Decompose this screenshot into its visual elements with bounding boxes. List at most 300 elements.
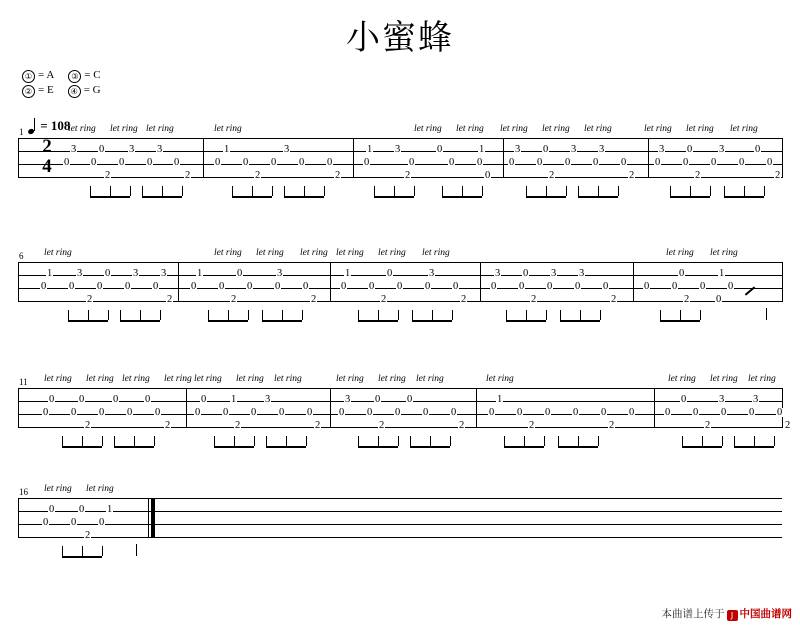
- fret-number: 0: [601, 407, 607, 418]
- barline: [480, 262, 481, 302]
- note-stem: [358, 310, 359, 320]
- fret-number: 0: [174, 157, 180, 168]
- fret-number: 2: [531, 294, 537, 305]
- fret-number: 0: [251, 407, 257, 418]
- note-stem: [248, 310, 249, 320]
- fret-number: 0: [687, 144, 693, 155]
- note-stem: [580, 310, 581, 320]
- note-stem: [304, 186, 305, 196]
- fret-number: 0: [644, 281, 650, 292]
- let-ring-label: let ring: [500, 124, 528, 134]
- note-stem: [114, 436, 115, 446]
- fret-number: 0: [64, 157, 70, 168]
- fret-number: 1: [47, 268, 53, 279]
- fret-number: 3: [284, 144, 290, 155]
- note-stem: [88, 310, 89, 320]
- fret-number: 2: [87, 294, 93, 305]
- barline: [18, 388, 19, 428]
- string-3-note: = C: [84, 69, 101, 81]
- fret-number: 0: [97, 281, 103, 292]
- beam: [558, 446, 598, 448]
- string-2-circle: ②: [22, 85, 35, 98]
- fret-number: 0: [105, 268, 111, 279]
- time-signature: [38, 137, 56, 179]
- beam: [374, 196, 414, 198]
- note-stem: [524, 436, 525, 446]
- let-ring-label: let ring: [584, 124, 612, 134]
- fret-number: 0: [655, 157, 661, 168]
- note-stem: [90, 186, 91, 196]
- note-stem: [252, 186, 253, 196]
- let-ring-label: let ring: [110, 124, 138, 134]
- fret-number: 0: [575, 281, 581, 292]
- measure-number: 1: [19, 127, 24, 137]
- fret-number: 0: [275, 281, 281, 292]
- measure-number: 16: [19, 487, 28, 497]
- fret-number: 0: [99, 517, 105, 528]
- note-stem: [394, 186, 395, 196]
- note-stem: [680, 310, 681, 320]
- fret-number: 0: [71, 407, 77, 418]
- beam: [734, 446, 774, 448]
- let-ring-label: let ring: [236, 374, 264, 384]
- note-stem: [414, 186, 415, 196]
- let-ring-label: let ring: [378, 248, 406, 258]
- note-stem: [744, 186, 745, 196]
- fret-number: 3: [571, 144, 577, 155]
- fret-number: 0: [223, 407, 229, 418]
- fret-number: 2: [167, 294, 173, 305]
- note-stem: [374, 186, 375, 196]
- note-stem: [618, 186, 619, 196]
- fret-number: 3: [599, 144, 605, 155]
- fret-number: 0: [665, 407, 671, 418]
- fret-number: 0: [237, 268, 243, 279]
- fret-number: 2: [255, 170, 261, 181]
- note-stem: [764, 186, 765, 196]
- beam: [262, 320, 302, 322]
- note-stem: [546, 310, 547, 320]
- barline: [503, 138, 504, 178]
- let-ring-label: let ring: [486, 374, 514, 384]
- fret-number: 3: [77, 268, 83, 279]
- beam: [442, 196, 482, 198]
- string-4-circle: ④: [68, 85, 81, 98]
- fret-number: 0: [453, 281, 459, 292]
- fret-number: 0: [307, 407, 313, 418]
- let-ring-label: let ring: [194, 374, 222, 384]
- footer-mark-icon: J: [727, 610, 738, 621]
- note-stem: [130, 186, 131, 196]
- fret-number: 2: [461, 294, 467, 305]
- note-stem: [774, 436, 775, 446]
- fret-number: 0: [299, 157, 305, 168]
- fret-number: 0: [565, 157, 571, 168]
- fret-number: 0: [728, 281, 734, 292]
- fret-number: 2: [85, 530, 91, 541]
- fret-number: 3: [71, 144, 77, 155]
- note-stem: [578, 186, 579, 196]
- tuning-row-2: [22, 83, 101, 98]
- fret-number: 0: [79, 504, 85, 515]
- fret-number: 2: [315, 420, 321, 431]
- barline: [648, 138, 649, 178]
- note-stem: [504, 436, 505, 446]
- beam: [114, 446, 154, 448]
- fret-number: 3: [515, 144, 521, 155]
- fret-number: 0: [700, 281, 706, 292]
- fret-number: 0: [395, 407, 401, 418]
- fret-number: 2: [549, 170, 555, 181]
- fret-number: 2: [684, 294, 690, 305]
- note-stem: [432, 310, 433, 320]
- tuning-row-1: [22, 68, 101, 83]
- let-ring-label: let ring: [214, 124, 242, 134]
- string-line: [18, 138, 782, 139]
- note-stem: [282, 310, 283, 320]
- fret-number: 1: [107, 504, 113, 515]
- fret-number: 0: [485, 170, 491, 181]
- note-stem: [182, 186, 183, 196]
- note-stem: [162, 186, 163, 196]
- fret-number: 0: [716, 294, 722, 305]
- let-ring-label: let ring: [686, 124, 714, 134]
- note-stem: [766, 308, 767, 320]
- beam: [62, 446, 102, 448]
- fret-number: 0: [397, 281, 403, 292]
- fret-number: 0: [683, 157, 689, 168]
- fret-number: 0: [43, 407, 49, 418]
- fret-number: 2: [695, 170, 701, 181]
- note-stem: [324, 186, 325, 196]
- fret-number: 0: [491, 281, 497, 292]
- let-ring-label: let ring: [274, 374, 302, 384]
- string-3-circle: ③: [68, 70, 81, 83]
- note-stem: [546, 186, 547, 196]
- beam: [120, 320, 160, 322]
- note-stem: [754, 436, 755, 446]
- note-stem: [398, 310, 399, 320]
- fret-number: 0: [69, 281, 75, 292]
- let-ring-label: let ring: [710, 374, 738, 384]
- quarter-note-icon: [28, 118, 37, 133]
- beam: [560, 320, 600, 322]
- fret-number: 0: [113, 394, 119, 405]
- tempo-marking: [28, 118, 70, 134]
- note-stem: [506, 310, 507, 320]
- let-ring-label: let ring: [730, 124, 758, 134]
- let-ring-label: let ring: [456, 124, 484, 134]
- fret-number: 0: [79, 394, 85, 405]
- fret-number: 3: [277, 268, 283, 279]
- barline: [178, 262, 179, 302]
- note-stem: [154, 436, 155, 446]
- fret-number: 1: [224, 144, 230, 155]
- fret-number: 0: [219, 281, 225, 292]
- note-stem: [286, 436, 287, 446]
- let-ring-label: let ring: [644, 124, 672, 134]
- fret-number: 0: [191, 281, 197, 292]
- barline: [330, 262, 331, 302]
- fret-number: 0: [99, 407, 105, 418]
- fret-number: 0: [547, 281, 553, 292]
- barline: [782, 138, 783, 178]
- note-stem: [462, 186, 463, 196]
- fret-number: 0: [127, 407, 133, 418]
- let-ring-label: let ring: [256, 248, 284, 258]
- note-stem: [660, 310, 661, 320]
- fret-number: 0: [755, 144, 761, 155]
- barline: [18, 138, 19, 178]
- fret-number: 0: [271, 157, 277, 168]
- fret-number: 0: [201, 394, 207, 405]
- fret-number: 2: [775, 170, 781, 181]
- footer-site: 中国曲谱网: [739, 608, 792, 620]
- fret-number: 0: [767, 157, 773, 168]
- note-stem: [110, 186, 111, 196]
- beam: [358, 320, 398, 322]
- fret-number: 0: [155, 407, 161, 418]
- beam: [724, 196, 764, 198]
- fret-number: 0: [341, 281, 347, 292]
- fret-number: 0: [41, 281, 47, 292]
- beam: [578, 196, 618, 198]
- fret-number: 2: [311, 294, 317, 305]
- note-stem: [544, 436, 545, 446]
- let-ring-label: let ring: [414, 124, 442, 134]
- beam: [506, 320, 546, 322]
- fret-number: 0: [593, 157, 599, 168]
- fret-number: 3: [719, 144, 725, 155]
- note-stem: [234, 436, 235, 446]
- measure-number: 6: [19, 251, 24, 261]
- barline: [782, 262, 783, 302]
- beam: [208, 320, 248, 322]
- let-ring-label: let ring: [44, 248, 72, 258]
- beam: [682, 446, 722, 448]
- let-ring-label: let ring: [378, 374, 406, 384]
- barline: [203, 138, 204, 178]
- fret-number: 0: [364, 157, 370, 168]
- fret-number: 2: [335, 170, 341, 181]
- measure-number: 11: [19, 377, 28, 387]
- fret-number: 2: [459, 420, 465, 431]
- note-stem: [82, 436, 83, 446]
- fret-number: 0: [49, 504, 55, 515]
- note-stem: [378, 436, 379, 446]
- fret-number: 0: [545, 407, 551, 418]
- tuning-legend: [22, 68, 101, 98]
- fret-number: 1: [479, 144, 485, 155]
- fret-number: 2: [529, 420, 535, 431]
- fret-number: 0: [477, 157, 483, 168]
- fret-number: 0: [145, 394, 151, 405]
- fret-number: 0: [423, 407, 429, 418]
- fret-number: 3: [129, 144, 135, 155]
- note-stem: [690, 186, 691, 196]
- fret-number: 0: [367, 407, 373, 418]
- note-stem: [710, 186, 711, 196]
- beam: [284, 196, 324, 198]
- beam: [670, 196, 710, 198]
- fret-number: 2: [235, 420, 241, 431]
- let-ring-label: let ring: [44, 374, 72, 384]
- fret-number: 3: [265, 394, 271, 405]
- fret-number: 2: [405, 170, 411, 181]
- fret-number: 3: [719, 394, 725, 405]
- string-1-circle: ①: [22, 70, 35, 83]
- barline: [476, 388, 477, 428]
- fret-number: 0: [449, 157, 455, 168]
- fret-number: 0: [629, 407, 635, 418]
- note-stem: [136, 544, 137, 556]
- note-stem: [724, 186, 725, 196]
- fret-number: 0: [243, 157, 249, 168]
- beam: [68, 320, 108, 322]
- fret-number: 0: [672, 281, 678, 292]
- note-stem: [102, 436, 103, 446]
- fret-number: 2: [379, 420, 385, 431]
- let-ring-label: let ring: [668, 374, 696, 384]
- fret-number: 0: [489, 407, 495, 418]
- fret-number: 1: [367, 144, 373, 155]
- note-stem: [452, 310, 453, 320]
- fret-number: 2: [105, 170, 111, 181]
- fret-number: 0: [721, 407, 727, 418]
- beam: [232, 196, 272, 198]
- note-stem: [430, 436, 431, 446]
- footer-credit: [662, 606, 793, 621]
- fret-number: 0: [517, 407, 523, 418]
- fret-number: 0: [327, 157, 333, 168]
- fret-number: 0: [739, 157, 745, 168]
- beam: [412, 320, 452, 322]
- note-stem: [134, 436, 135, 446]
- fret-number: 2: [165, 420, 171, 431]
- fret-number: 3: [551, 268, 557, 279]
- fret-number: 0: [387, 268, 393, 279]
- string-line: [18, 301, 782, 302]
- let-ring-label: let ring: [542, 124, 570, 134]
- note-stem: [254, 436, 255, 446]
- fret-number: 3: [495, 268, 501, 279]
- note-stem: [700, 310, 701, 320]
- fret-number: 2: [629, 170, 635, 181]
- fret-number: 2: [381, 294, 387, 305]
- note-stem: [108, 310, 109, 320]
- barline: [633, 262, 634, 302]
- fret-number: 0: [375, 394, 381, 405]
- fret-number: 0: [711, 157, 717, 168]
- note-stem: [450, 436, 451, 446]
- fret-number: 0: [99, 144, 105, 155]
- fret-number: 0: [425, 281, 431, 292]
- fret-number: 0: [147, 157, 153, 168]
- note-stem: [598, 186, 599, 196]
- note-stem: [358, 436, 359, 446]
- let-ring-label: let ring: [416, 374, 444, 384]
- let-ring-label: let ring: [666, 248, 694, 258]
- string-2-note: = E: [38, 84, 54, 96]
- let-ring-label: let ring: [748, 374, 776, 384]
- string-line: [18, 388, 782, 389]
- barline: [353, 138, 354, 178]
- beam: [90, 196, 130, 198]
- fret-number: 3: [161, 268, 167, 279]
- fret-number: 2: [785, 420, 791, 431]
- fret-number: 3: [753, 394, 759, 405]
- note-stem: [262, 310, 263, 320]
- note-stem: [68, 310, 69, 320]
- let-ring-label: let ring: [146, 124, 174, 134]
- fret-number: 0: [519, 281, 525, 292]
- fret-number: 2: [185, 170, 191, 181]
- barline: [18, 498, 19, 538]
- fret-number: 2: [609, 420, 615, 431]
- note-stem: [102, 546, 103, 556]
- fret-number: 0: [91, 157, 97, 168]
- fret-number: 2: [705, 420, 711, 431]
- fret-number: 0: [279, 407, 285, 418]
- fret-number: 0: [247, 281, 253, 292]
- string-line: [18, 262, 782, 263]
- fret-number: 0: [437, 144, 443, 155]
- fret-number: 0: [369, 281, 375, 292]
- let-ring-label: let ring: [122, 374, 150, 384]
- time-signature-bottom: 4: [42, 156, 52, 177]
- fret-number: 0: [303, 281, 309, 292]
- note-stem: [62, 436, 63, 446]
- fret-number: 0: [125, 281, 131, 292]
- fret-number: 1: [345, 268, 351, 279]
- note-stem: [302, 310, 303, 320]
- fret-number: 1: [231, 394, 237, 405]
- let-ring-label: let ring: [710, 248, 738, 258]
- beam: [358, 446, 398, 448]
- fret-number: 1: [719, 268, 725, 279]
- note-stem: [600, 310, 601, 320]
- note-stem: [120, 310, 121, 320]
- barline: [330, 388, 331, 428]
- note-stem: [228, 310, 229, 320]
- fret-number: 0: [407, 394, 413, 405]
- note-stem: [598, 436, 599, 446]
- fret-number: 0: [681, 394, 687, 405]
- string-line: [18, 164, 782, 165]
- footer-text: 本曲谱上传于: [661, 608, 725, 620]
- fret-number: 0: [71, 517, 77, 528]
- string-line: [18, 524, 782, 525]
- let-ring-label: let ring: [300, 248, 328, 258]
- fret-number: 3: [429, 268, 435, 279]
- string-line: [18, 177, 782, 178]
- note-stem: [558, 436, 559, 446]
- let-ring-label: let ring: [336, 374, 364, 384]
- note-stem: [722, 436, 723, 446]
- note-stem: [140, 310, 141, 320]
- note-stem: [214, 436, 215, 446]
- note-stem: [142, 186, 143, 196]
- note-stem: [412, 310, 413, 320]
- tempo-value: = 108: [40, 118, 71, 133]
- note-stem: [62, 546, 63, 556]
- fret-number: 0: [537, 157, 543, 168]
- fret-number: 0: [215, 157, 221, 168]
- note-stem: [482, 186, 483, 196]
- let-ring-label: let ring: [68, 124, 96, 134]
- note-stem: [398, 436, 399, 446]
- fret-number: 0: [509, 157, 515, 168]
